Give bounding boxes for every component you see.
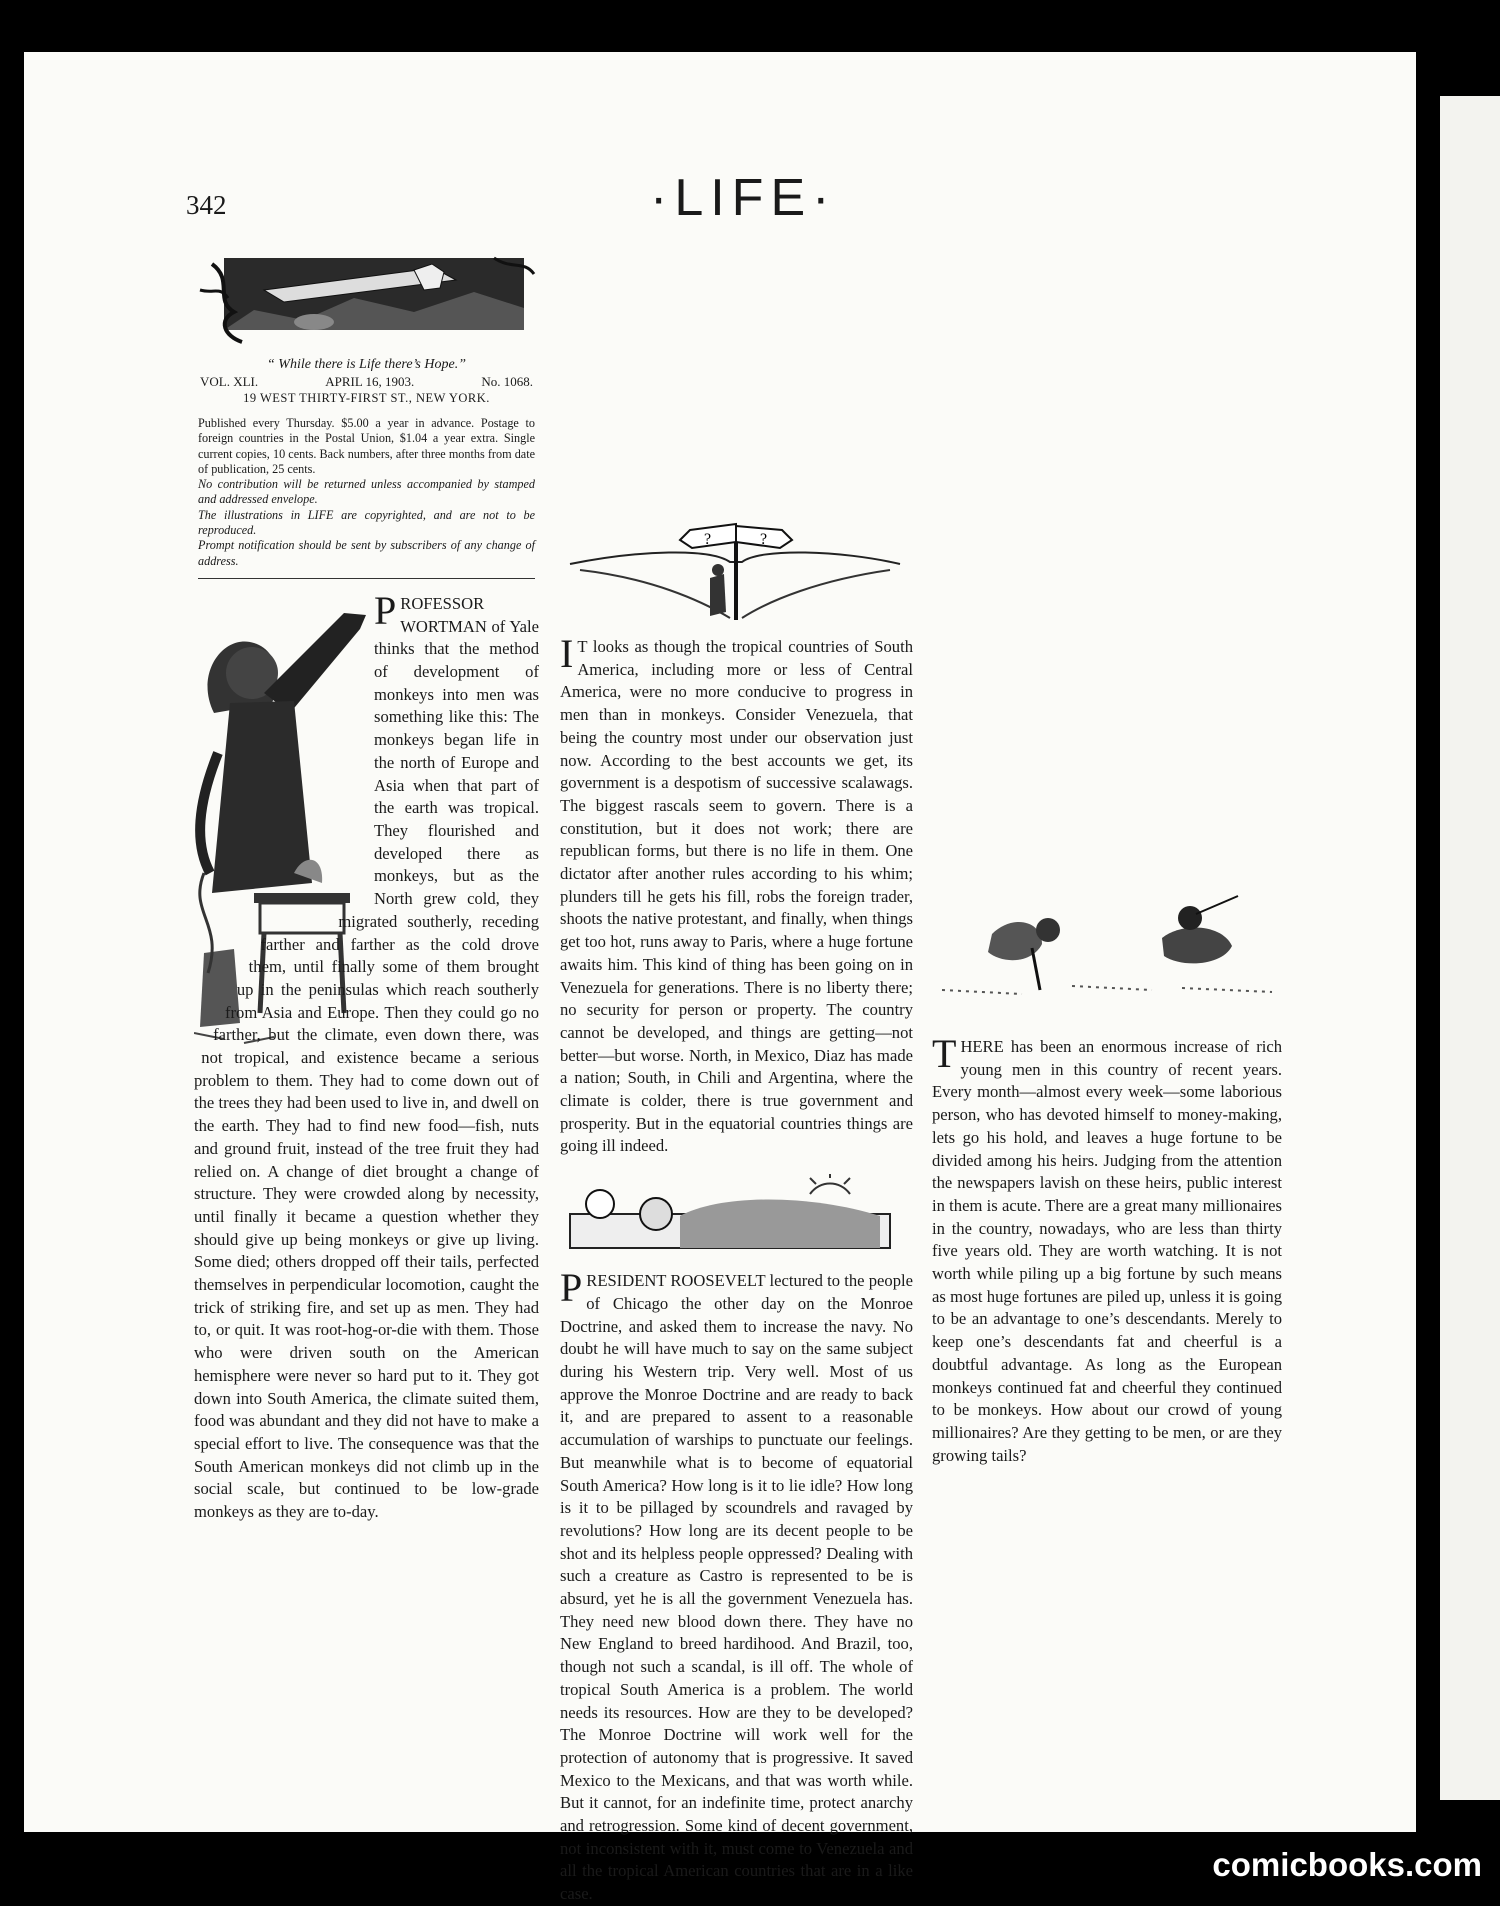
article-monkeys-text: ROFESSOR WORTMAN of Yale thinks that the method of development of monkeys into men was something like this: The monkeys began life in the north of Europe and Asia when that part of the earth was tropical. They flourished and developed there as monkeys, but as the North grew cold, they migrated southerly, receding farther and farther as the cold drove them, until finally some of them brought up in the peninsulas which reach southerly from Asia and Europe. Then they could go no farther, but the climate, even down there, was not tropical, and existence became a serious problem to them. They had to come down out of the trees they had been used to live in, and dwell on the earth. They had to find new food—fish, nuts and ground fruit, instead of the tree fruit they had relied on. A change of diet brought a change of structure. They were crowded along by necessity, until finally it became a question whether they should give up being monkeys or give up living. Some died; others dropped off their tails, perfected themselves in perpendicular locomotion, caught the trick of striking fire, and set up as men. They had to, or quit. It was root-hog-or-die with them. Those who were driven south on the American hemisphere were never so hard put to it. They got down into South America, the climate suited them, food was abundant and they did not have to make a special effort to live. The consequence was that the South American monkeys did not climb up in the social scale, but continued to be low-grade monkeys as they are to-day. [194,593,539,1522]
site-watermark: comicbooks.com [1212,1846,1482,1883]
copyright-notice: The illustrations in LIFE are copyrighted, and are not to be reproduced. [198,507,535,538]
volume-line [194,374,539,390]
masthead-title: ·LIFE· [650,169,837,227]
publication-notices [194,416,539,569]
address-change-notice: Prompt notification should be sent by subscribers of any change of address. [198,538,535,568]
article-millionaires-text: HERE has been an enormous increase of rich young men in this country of recent years. Every month—almost every week—some laborious person, who has devoted himself to money-making, lets go his hold, and leaves a huge fortune to be divided among his heirs. Judging from the attention the newspapers lavish on these heirs, public interest in them is acute. There are a great many millionaires in the country, nowadays, who are less than thirty five years old. They are worth watching. It is not worth while piling up a big fortune by such means as most huge fortunes are piled up, unless it is going to be an advantage to one’s descendants. Merely to keep one’s descendants fat and cheerful is a doubtful advantage. As long as the European monkeys continued fat and cheerful they continued to be monkeys. How about our crowd of young millionaires? Are they getting to be men, or are they growing tails? [932,1037,1282,1465]
article-tropical-text: T looks as though the tropical countries of South America, including more or less of Central America, were no more conducive to progress in men than in monkeys. Consider Venezuela, that being the country most under our observation just now. According to the best accounts we get, its government is a despotism of successive scalawags. The biggest rascals seem to govern. There is a constitution, but it does not work; there are republican forms, but there is no life in them. One dictator after another rules according to his whim; plunders till he gets his fill, robs the foreign trader, shoots the native protestant, and finally, when things get too hot, runs away to Paris, where a huge fortune awaits him. This kind of thing has been going on in Venezuela for generations. There is no liberty there; no security for person or property. The country cannot be developed, and things are getting—not better—but worse. North, in Mexico, Diaz has made a nation; South, in Chili and Argentina, where the climate is colder, there is true government and prosperity. But in the equatorial countries things are going ill indeed. [560,637,913,1156]
polo-illustration [932,894,1282,1004]
motto: “ While there is Life there’s Hope.” [267,357,466,372]
column-1 [194,250,539,1524]
article-millionaires [932,1031,1282,1467]
column-2 [560,246,913,1906]
volume: VOL. XLI. [200,374,259,389]
page-number: 342 [186,190,227,220]
signpost-illustration [560,508,913,626]
dropcap-p: P [374,587,397,633]
life-banner-illustration [194,250,539,350]
divider-rule [198,578,535,579]
article-roosevelt-text: RESIDENT ROOSEVELT lectured to the people of Chicago the other day on the Monroe Doctrine, and asked them to increase the navy. No doubt he will have much to say on the same subject during his Western trip. Very well. Most of us approve the Monroe Doctrine and are ready to back it, and are prepared to assent to a reasonable accumulation of warships to punctuate our feelings. But meanwhile what is to become of equatorial South America? How long is it to lie idle? How long is it to be pillaged by scoundrels and ravaged by revolutions? How long are its decent people to be shot and its helpless people oppressed? Dealing with such a creature as Castro is represented to be is absurd, yet he is all the government Venezuela has. They need new blood down there. They have no New England to breed hardihood. And Brazil, too, though not such a scandal, is ill off. The whole of tropical South America is a problem. The world needs its resources. How are they to be developed? The Monroe Doctrine will work well for the protection of autonomy that is progressive. It saved Mexico to the Mexicans, and that was worth while. But it cannot, for an indefinite time, protect anarchy and retrogression. Some kind of decent government, not inconsistent with it, must come to Venezuela and all the tropical American countries that are in a like case. [560,1271,913,1904]
office-address: 19 WEST THIRTY-FIRST ST., NEW YORK. [243,391,490,405]
signpost-left-mark: ? [704,531,712,548]
adjacent-page-edge [1440,96,1500,1800]
sleeping-figure-illustration [560,1174,913,1256]
dropcap-i: I [560,631,574,676]
contribution-notice: No contribution will be returned unless accompanied by stamped and addressed envelope. [198,477,535,507]
issue-number: No. 1068. [481,374,533,389]
dropcap-p2: P [560,1265,583,1311]
signpost-right-mark: ? [760,531,768,548]
subscription-notice: Published every Thursday. $5.00 a year in advance. Postage to foreign countries in the Postal Union, $1.04 a year extra. Single current copies, 10 cents. Back numbers, after three months from date of publication, 25 cents. [198,416,535,476]
article-monkeys [194,587,539,1524]
dropcap-t: T [932,1031,957,1076]
issue-date: APRIL 16, 1903. [325,374,415,389]
